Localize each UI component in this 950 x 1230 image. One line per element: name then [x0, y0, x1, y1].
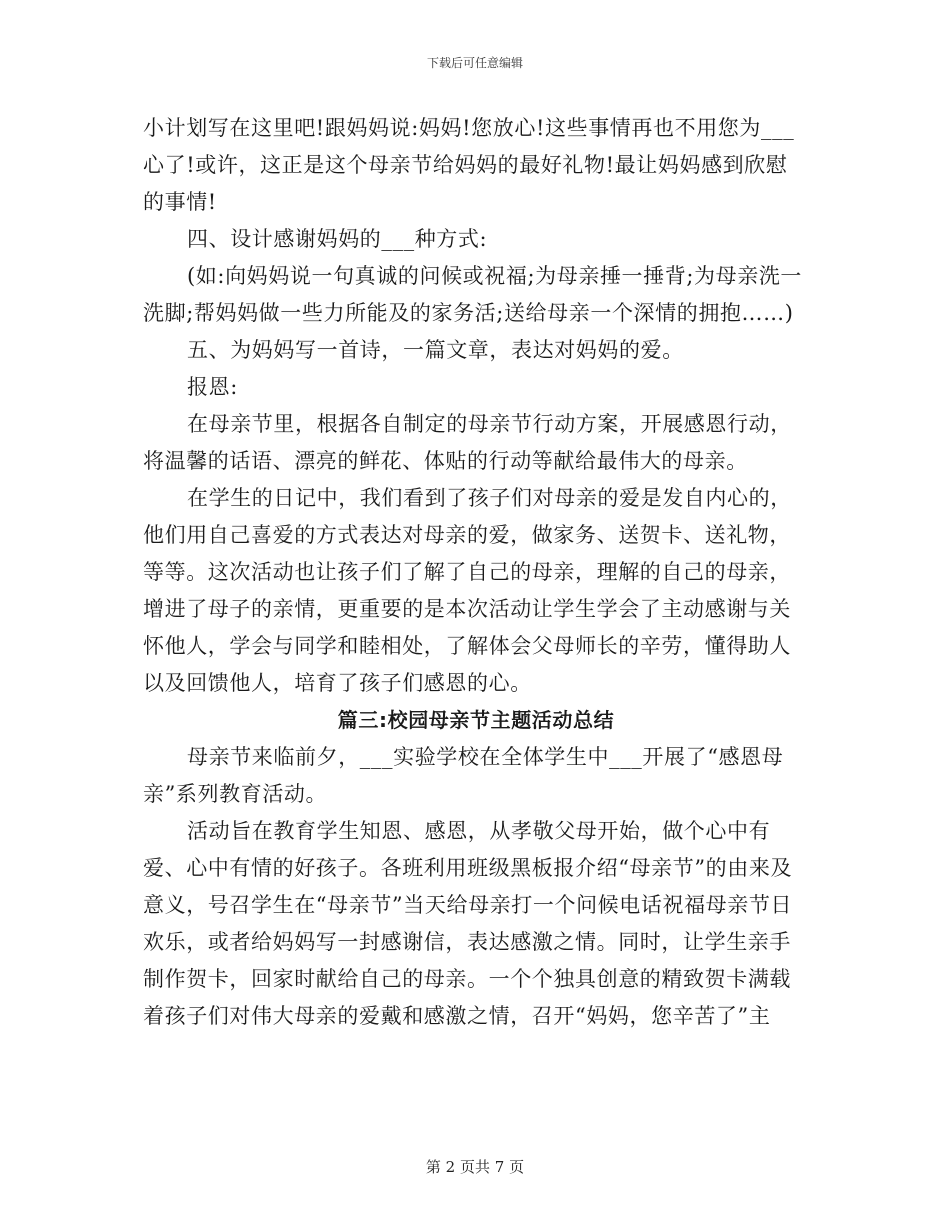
paragraph: 四、设计感谢妈妈的___种方式: [187, 227, 488, 251]
paragraph: 五、为妈妈写一首诗，一篇文章，表达对妈妈的爱。 [187, 338, 684, 362]
paragraph: 小计划写在这里吧!跟妈妈说:妈妈!您放心!这些事情再也不用您为___心了!或许，这正是这个母亲节给妈妈的最好礼物!最让妈妈感到欣慰的事情! [143, 116, 795, 214]
paragraph: 母亲节来临前夕，___实验学校在全体学生中___开展了“感恩母亲”系列教育活动。 [143, 745, 784, 806]
paragraph: 活动旨在教育学生知恩、感恩，从孝敬父母开始，做个心中有爱、心中有情的好孩子。各班利用班级黑板报介绍“母亲节”的由来及意义，号召学生在“母亲节”当天给母亲打一个问候电话祝福母亲节日欢乐，或者给妈妈写一封感谢信，表达感激之情。同时，让学生亲手制作贺卡，回家时献给自己的母亲。一个个独具创意的精致贺卡满载着孩子们对伟大母亲的爱戴和感激之情，召开“妈妈，您辛苦了”主 [143, 819, 793, 1028]
section-heading: 篇三:校园母亲节主题活动总结 [337, 708, 615, 732]
paragraph: 在学生的日记中，我们看到了孩子们对母亲的爱是发自内心的，他们用自己喜爱的方式表达对母亲的爱，做家务、送贺卡、送礼物，等等。这次活动也让孩子们了解了自己的母亲，理解的自己的母亲，增进了母子的亲情，更重要的是本次活动让学生学会了主动感谢与关怀他人，学会与同学和睦相处，了解体会父母师长的辛劳，懂得助人以及回馈他人，培育了孩子们感恩的心。 [143, 486, 792, 695]
paragraph: (如:向妈妈说一句真诚的问候或祝福;为母亲捶一捶背;为母亲洗一洗脚;帮妈妈做一些力所能及的家务活;送给母亲一个深情的拥抱……) [143, 264, 803, 325]
paragraph: 在母亲节里，根据各自制定的母亲节行动方案，开展感恩行动，将温馨的话语、漂亮的鲜花、体贴的行动等献给最伟大的母亲。 [143, 412, 792, 473]
paragraph: 报恩: [187, 375, 238, 399]
document-body [143, 110, 809, 1035]
page-footer: 第 2 页共 7 页 [425, 1158, 525, 1176]
page-header: 下载后可任意编辑 [426, 56, 523, 70]
